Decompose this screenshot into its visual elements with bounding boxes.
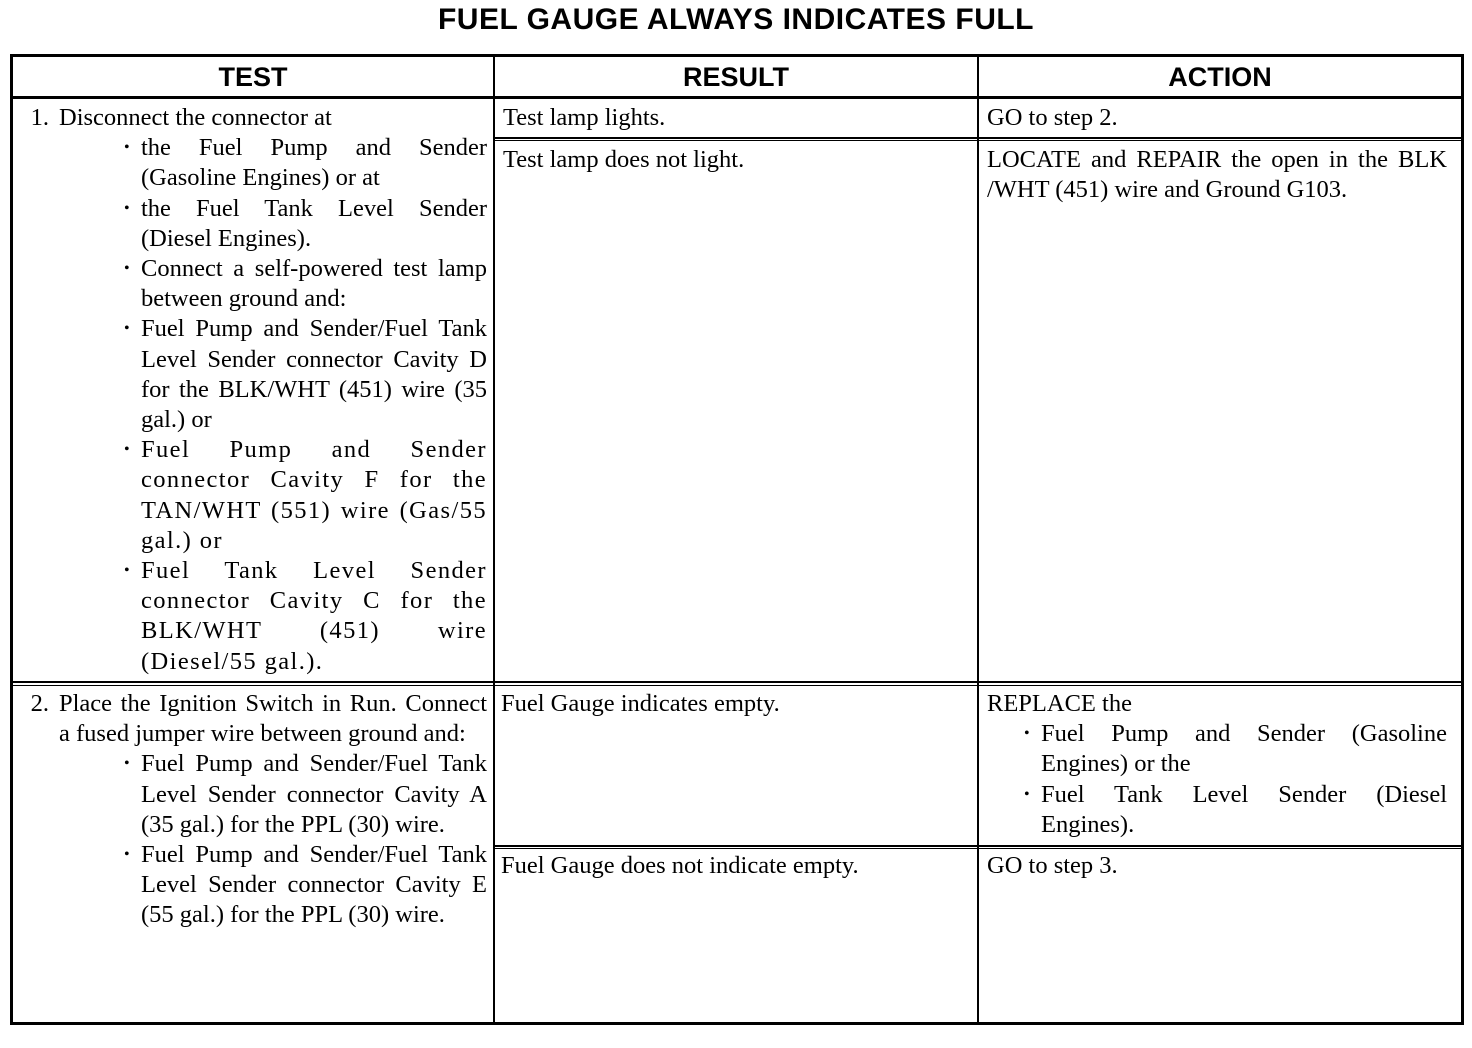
step1-bullet: • the Fuel Tank Level Sender (Diesel Engines). xyxy=(141,194,487,254)
table-border-bottom xyxy=(10,1022,1464,1025)
step1-row-divider xyxy=(493,137,1464,139)
step-divider-b xyxy=(10,685,1464,686)
step1-bullet: • Connect a self-powered test lamp between ground and: xyxy=(141,254,487,314)
step1-number: 1. xyxy=(30,104,49,131)
step2-result-2: Fuel Gauge does not indicate empty. xyxy=(501,852,859,879)
step1-test-cell xyxy=(13,103,487,677)
step2-bullet: • Fuel Pump and Sender/Fuel Tank Level Sender connector Cavity A (35 gal.) for the PPL (30) wire. xyxy=(141,749,487,840)
step1-bullet: • Fuel Pump and Sender connector Cavity F for the TAN/WHT (551) wire (Gas/55 gal.) or xyxy=(141,435,487,556)
step2-result-1: Fuel Gauge indicates empty. xyxy=(501,690,780,717)
step1-intro: Disconnect the connector at xyxy=(59,104,332,131)
step2-bullet: • Fuel Pump and Sender/Fuel Tank Level Sender connector Cavity E (55 gal.) for the PPL (30) wire. xyxy=(141,840,487,931)
step1-bullet: • Fuel Tank Level Sender connector Cavity C for the BLK/WHT (451) wire (Diesel/55 gal.). xyxy=(141,556,487,677)
page-title: FUEL GAUGE ALWAYS INDICATES FULL xyxy=(437,3,1035,36)
step1-row-divider-2 xyxy=(493,140,1464,141)
step2-action-1 xyxy=(987,689,1447,840)
step1-bullet: • Fuel Pump and Sender/Fuel Tank Level Sender connector Cavity D for the BLK/WHT (451) wire (35 gal.) or xyxy=(141,314,487,435)
step1-bullet: • the Fuel Pump and Sender (Gasoline Engines) or at xyxy=(141,133,487,193)
step2-row-divider xyxy=(493,845,1464,847)
column-divider-2 xyxy=(977,54,979,1025)
step2-test-cell xyxy=(13,689,487,931)
step2-action-bullet: • Fuel Tank Level Sender (Diesel Engines). xyxy=(1041,780,1447,840)
step1-result-1: Test lamp lights. xyxy=(503,104,666,131)
step1-result-2: Test lamp does not light. xyxy=(503,146,745,173)
header-action: ACTION xyxy=(1168,62,1272,92)
step-divider-a xyxy=(10,681,1464,683)
header-test: TEST xyxy=(218,62,288,92)
table-border-right xyxy=(1461,54,1464,1025)
step2-intro: Place the Ignition Switch in Run. Connect a fused jumper wire between ground and: xyxy=(59,690,487,748)
step2-action-bullet: • Fuel Pump and Sender (Gasoline Engines) or the xyxy=(1041,719,1447,779)
header-result: RESULT xyxy=(683,62,789,92)
step1-action-2: LOCATE and REPAIR the open in the BLK /WHT (451) wire and Ground G103. xyxy=(987,146,1447,204)
step2-row-divider-2 xyxy=(493,848,1464,849)
step2-action-2: GO to step 3. xyxy=(987,852,1118,879)
step2-action-intro: REPLACE the xyxy=(987,690,1132,717)
step1-action-1: GO to step 2. xyxy=(987,104,1118,131)
column-divider-1 xyxy=(493,54,495,1025)
step2-number: 2. xyxy=(30,690,49,717)
